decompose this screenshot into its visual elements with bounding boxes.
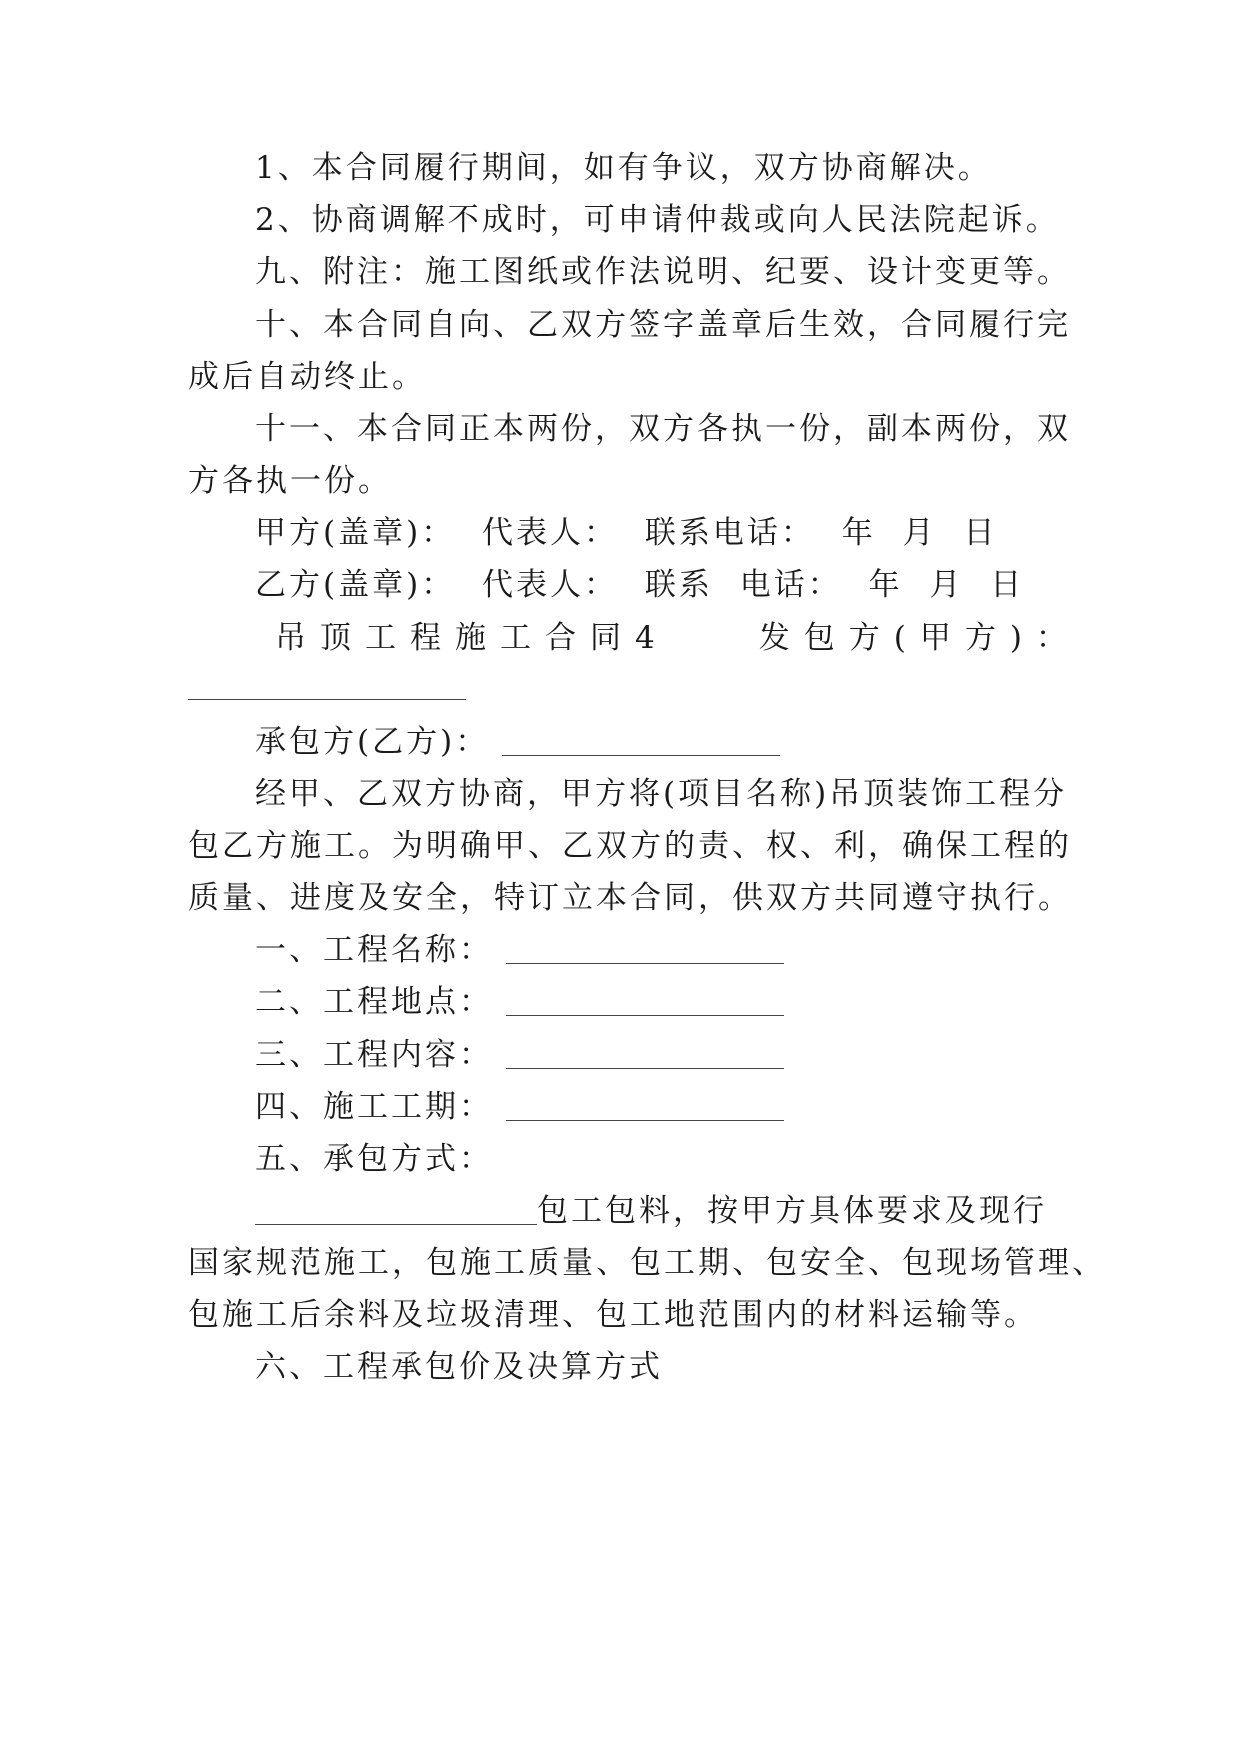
- clause-9-notes: 九、附注：施工图纸或作法说明、纪要、设计变更等。: [255, 254, 1071, 290]
- contract-method-text: 包工包料，按甲方具体要求及现行: [537, 1193, 1047, 1229]
- project-content-label: 三、工程内容：: [255, 1037, 493, 1073]
- blank-party-a: [188, 699, 466, 700]
- construction-period-label: 四、施工工期：: [255, 1089, 493, 1125]
- clause-11-copies: 十一、本合同正本两份，双方各执一份，副本两份，双: [255, 411, 1071, 447]
- field-contract-method: 五、承包方式：: [255, 1141, 493, 1177]
- party-a-signature-line: 甲方(盖章)： 代表人： 联系电话： 年 月 日: [255, 515, 998, 551]
- field-project-name: [255, 930, 784, 970]
- preamble-line-2: 包乙方施工。为明确甲、乙双方的责、权、利，确保工程的: [188, 828, 1072, 864]
- clause-10-continued: 成后自动终止。: [188, 359, 426, 395]
- project-location-label: 二、工程地点：: [255, 984, 493, 1020]
- clause-6-heading: 六、工程承包价及决算方式: [255, 1349, 663, 1385]
- contractor-label: 承包方(乙方)：: [255, 724, 490, 760]
- contract-method-line-3: 包施工后余料及垃圾清理、包工地范围内的材料运输等。: [188, 1297, 1038, 1333]
- field-project-content: [255, 1035, 784, 1075]
- field-construction-period: [255, 1087, 784, 1127]
- clause-10-effective: 十、本合同自向、乙双方签字盖章后生效，合同履行完: [255, 307, 1071, 343]
- preamble-line-3: 质量、进度及安全，特订立本合同，供双方共同遵守执行。: [188, 880, 1072, 916]
- blank-project-content: [506, 1067, 784, 1069]
- clause-dispute-1: 1、本合同履行期间，如有争议，双方协商解决。: [255, 150, 992, 186]
- project-name-label: 一、工程名称：: [255, 932, 493, 968]
- blank-project-location: [506, 1014, 784, 1016]
- blank-party-b: [502, 754, 780, 756]
- field-project-location: [255, 982, 784, 1022]
- blank-contract-method: [255, 1223, 537, 1225]
- contract-method-line-1: [255, 1191, 1047, 1231]
- blank-construction-period: [506, 1119, 784, 1121]
- blank-project-name: [506, 962, 784, 964]
- clause-dispute-2: 2、协商调解不成时，可申请仲裁或向人民法院起诉。: [255, 202, 1060, 238]
- clause-11-continued: 方各执一份。: [188, 463, 392, 499]
- party-b-signature-line: 乙方(盖章)： 代表人： 联系 电话： 年 月 日: [255, 567, 1025, 603]
- contract-method-line-2: 国家规范施工，包施工质量、包工期、包安全、包现场管理、: [188, 1245, 1106, 1281]
- contract-title: 吊顶工程施工合同4 发包方(甲方)：: [275, 620, 1081, 656]
- preamble-line-1: 经甲、乙双方协商，甲方将(项目名称)吊顶装饰工程分: [255, 776, 1068, 812]
- contractor-party-b: [255, 722, 780, 762]
